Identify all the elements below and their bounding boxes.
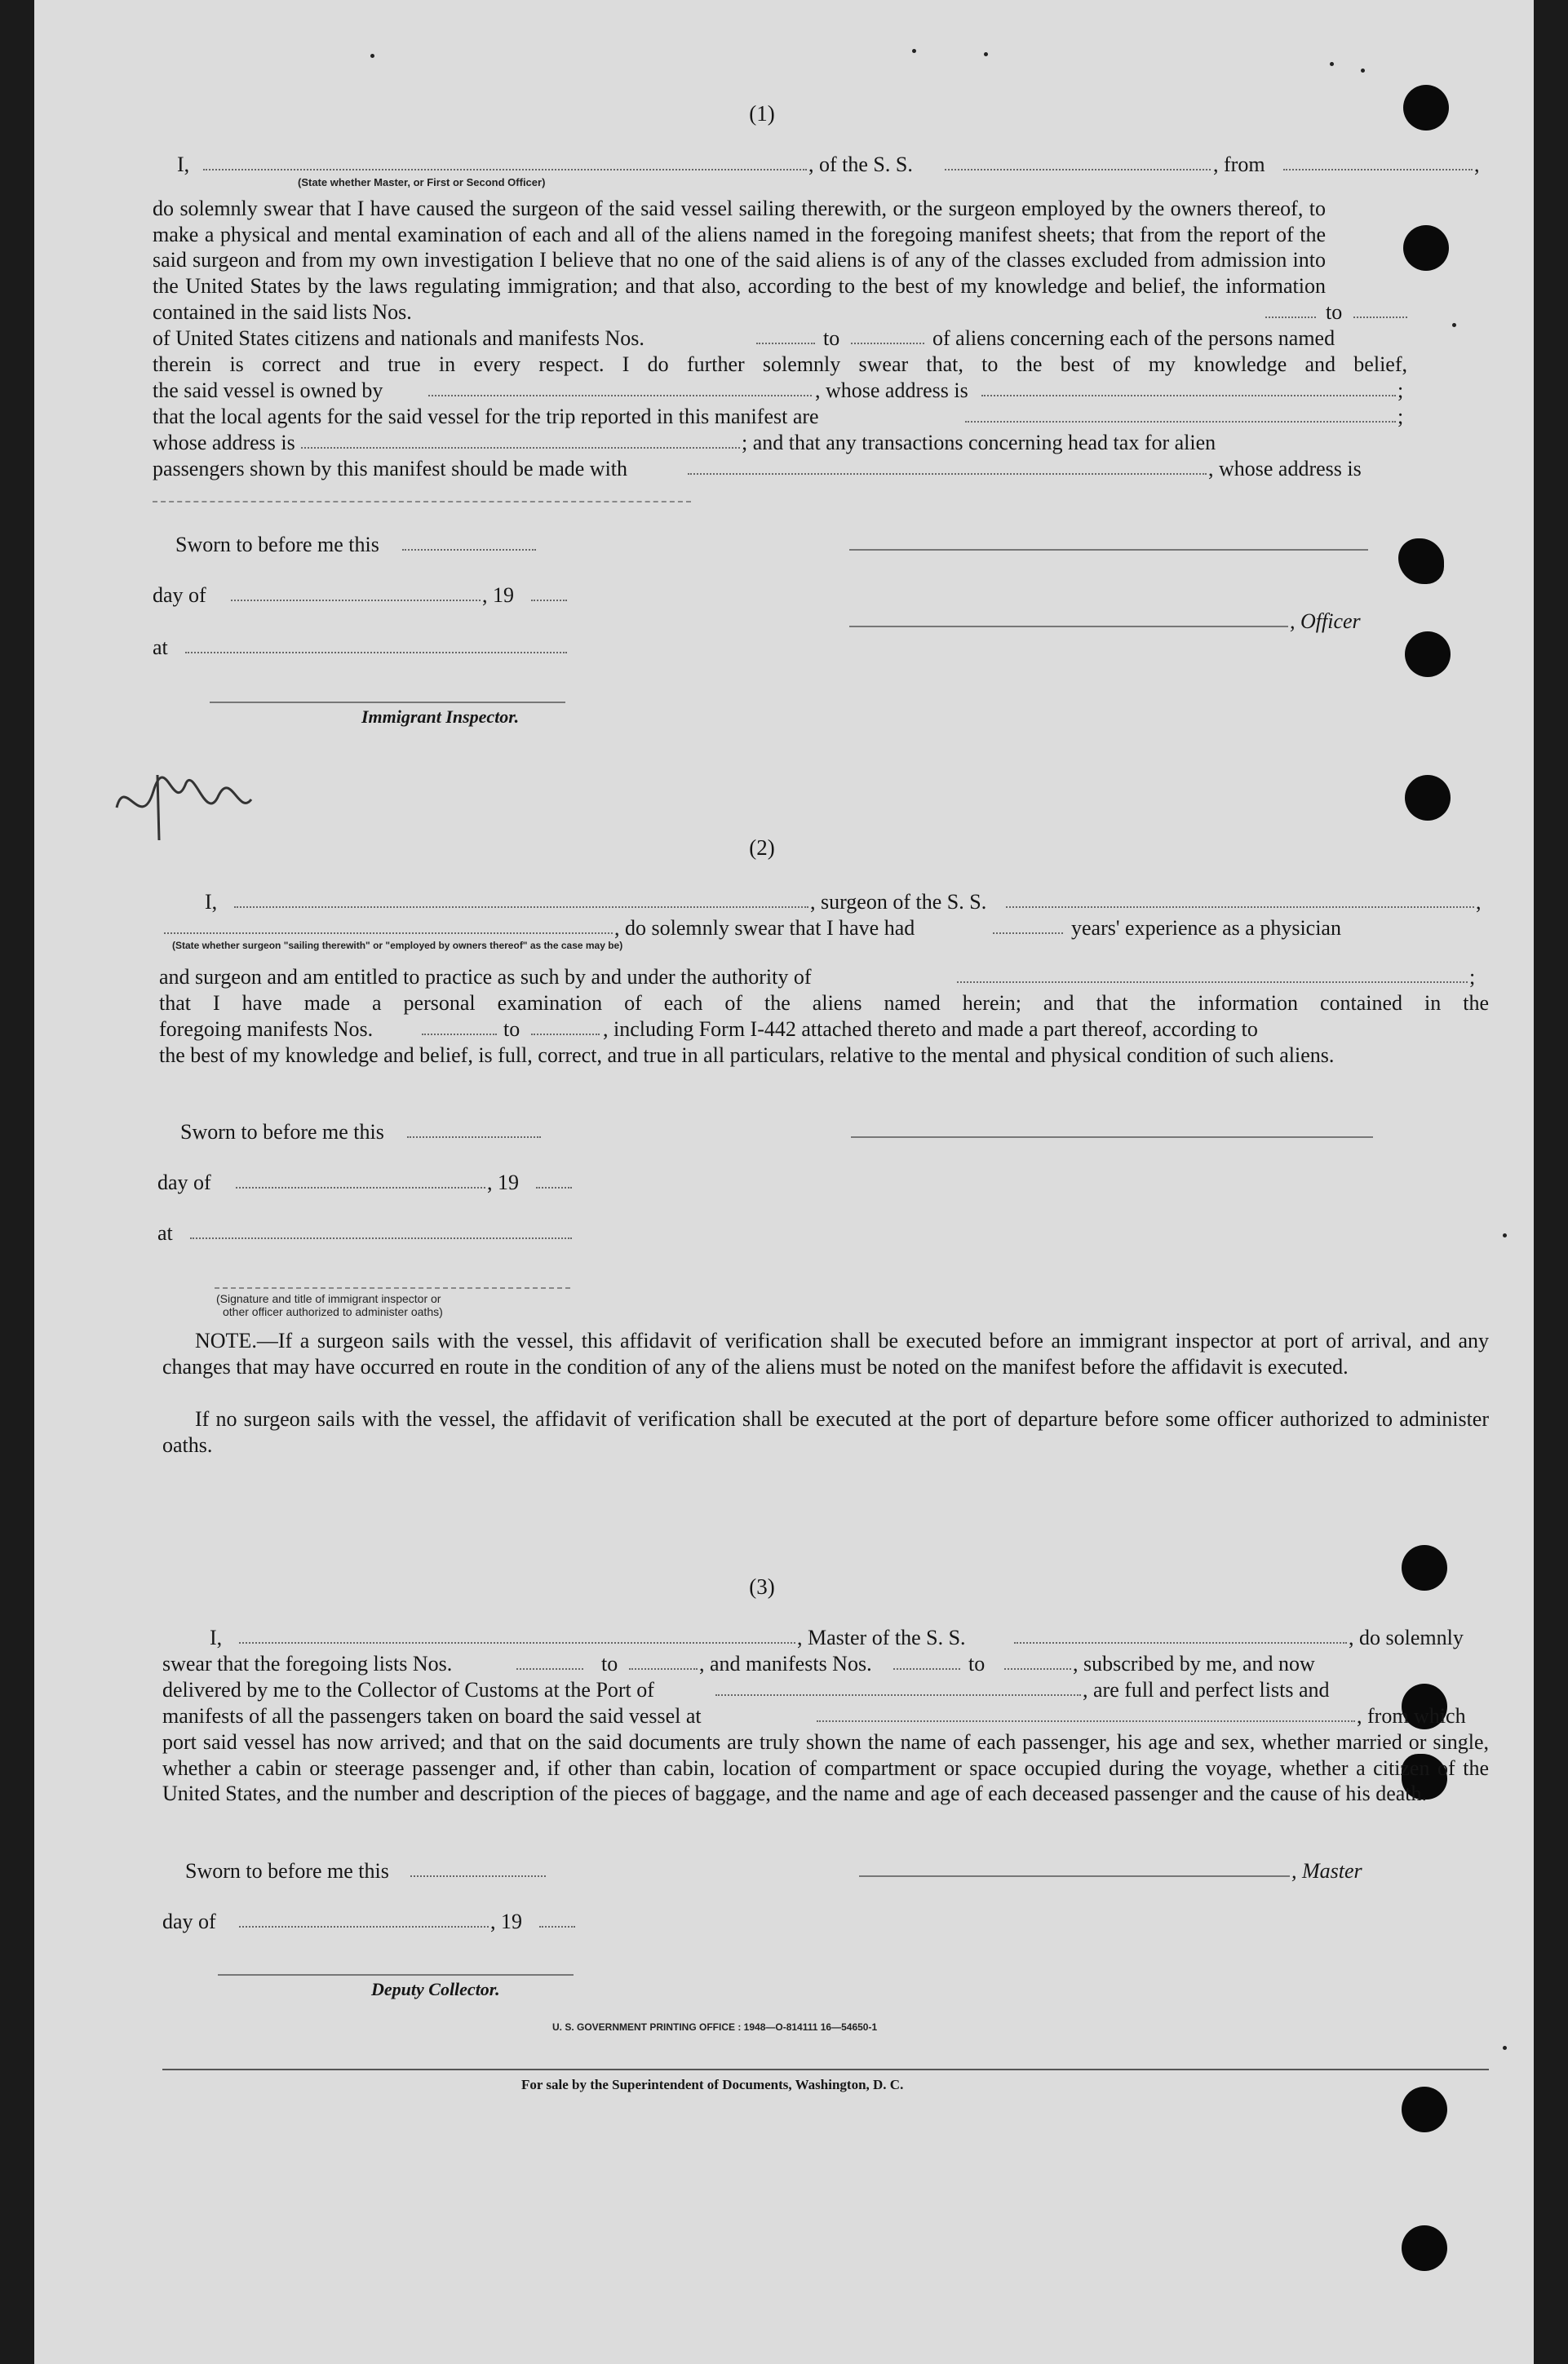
s1-signature-line[interactable] [849,549,1368,551]
s1-rank-field[interactable] [203,169,807,170]
s3-line-1 [117,1625,1464,1651]
s3-day-of-text: day of [162,1910,216,1933]
punch-hole [1403,225,1449,271]
ink-speck [1503,2046,1507,2050]
s3-day-line [117,1909,1407,1935]
s3-manifests-from-field[interactable] [893,1668,960,1670]
s1-owned-by-text: the said vessel is owned by [153,379,383,402]
s3-delivered-text: delivered by me to the Collector of Customs at the Port of [162,1678,654,1702]
s1-of-ss-label: , of the S. S. [808,153,913,176]
s2-line-1 [117,889,1482,915]
s1-whose-address-text: , whose address is [815,379,968,402]
ink-speck [984,52,988,56]
s1-owner-address-field[interactable] [981,395,1396,396]
s2-at-line [117,1220,1407,1246]
s3-manifests-to-field[interactable] [1004,1668,1071,1670]
punch-hole [1402,2225,1447,2271]
s3-manifests-all-text: manifests of all the passengers taken on board the said vessel at [162,1704,702,1728]
s2-vessel-field[interactable] [1006,906,1474,908]
s3-paragraph: port said vessel has now arrived; and that on the said documents are truly shown the name of each passenger, his age and sex, whether married or single, whether a cabin or steerage passenger and, if other than cabin, location of compartment or space occupied during the voyage, whether a citizen of the United States, and the number and description of the pieces of baggage, and the name and age of each deceased passenger and the cause of his death. [162,1730,1489,1806]
s3-line-4 [117,1703,1466,1729]
s2-paragraph-a: that I have made a personal examination of each of the aliens named herein; and that the information contained in the [159,991,1489,1015]
ink-speck [912,49,916,53]
for-sale-line: For sale by the Superintendent of Documents, Washington, D. C. [521,2077,904,2092]
s2-note-1: NOTE.—If a surgeon sails with the vessel, this affidavit of verification shall be executed before an immigrant inspector at port of arrival, and any changes that may have occurred en route in the condition of any of the aliens must be noted on the manifest before the affidavit is executed. [162,1329,1489,1379]
s2-sig-caption-2: other officer authorized to administer oaths) [223,1305,443,1318]
s2-authority-field[interactable] [957,981,1468,983]
s2-at-text: at [157,1221,173,1245]
ink-speck [1503,1233,1507,1237]
s3-full-text: , are full and perfect lists and [1083,1678,1330,1702]
s3-master-label: , Master [1291,1859,1362,1883]
s2-surgeon-name-field[interactable] [234,906,808,908]
s2-form-text: , including Form I-442 attached thereto and made a part thereof, according to [603,1017,1258,1041]
s1-at-field[interactable] [185,652,567,653]
printing-office-line: U. S. GOVERNMENT PRINTING OFFICE : 1948—O-814111 16—54650-1 [552,2021,878,2033]
punch-hole [1405,775,1451,821]
s3-sworn-day-field[interactable] [410,1875,546,1877]
s1-officer-line [117,609,1407,635]
s1-agents-line [117,404,1407,430]
ink-speck [1330,62,1334,66]
punch-hole [1403,85,1449,131]
s1-whose-address-2: whose address is [153,431,295,454]
s1-i: I, [177,153,190,176]
s3-master-of-text: , Master of the S. S. [797,1626,966,1649]
s1-day-of-text: day of [153,583,206,607]
s1-local-agents-text: that the local agents for the said vessel for the trip reported in this manifest are [153,405,819,428]
s3-master-name-field[interactable] [239,1642,795,1644]
s3-deputy-label: Deputy Collector. [371,1979,500,1999]
section-1-number: (1) [749,101,775,126]
ink-speck [370,54,374,58]
s2-years-text: years' experience as a physician [1071,916,1341,940]
s3-year-prefix: , 19 [490,1910,522,1933]
s3-collector-signature-line[interactable] [218,1974,574,1976]
s1-at-text: at [153,635,168,659]
s1-line1-comma: , [1474,153,1480,176]
s1-lists-from-field[interactable] [1265,317,1316,318]
s3-sworn-line [117,1858,1407,1884]
form-page [34,0,1534,2364]
s1-passengers-text: passengers shown by this manifest should be made with [153,457,628,480]
section-3-number: (3) [749,1574,775,1599]
s1-us-citizens-text: of United States citizens and nationals and manifests Nos. [153,326,644,350]
s2-manifests-line [117,1016,1407,1043]
s1-head-tax-address-field[interactable] [153,501,691,502]
s3-lists-to-field[interactable] [629,1668,698,1670]
s1-year-prefix: , 19 [482,583,514,607]
s1-whose-address-3: , whose address is [1208,457,1362,480]
s3-subscribed-text: , subscribed by me, and now [1073,1652,1315,1676]
s2-surgeon-of-text: , surgeon of the S. S. [810,890,987,914]
s2-manifests-text: foregoing manifests Nos. [159,1017,374,1041]
s1-to-2: to [823,326,840,350]
s3-port-field[interactable] [715,1694,1081,1696]
s3-sworn-text: Sworn to before me this [185,1859,389,1883]
s1-lists-to-field[interactable] [1353,317,1407,318]
s2-solemnly-text: , do solemnly swear that I have had [614,916,915,940]
s1-inspector-signature-line[interactable] [210,702,565,703]
s2-day-line [117,1170,1407,1196]
s2-sworn-day-field[interactable] [407,1136,541,1138]
s1-manifest-from-field[interactable] [756,343,815,344]
s1-from-label: , from [1213,153,1265,176]
s1-officer-signature-line[interactable] [849,626,1288,627]
s1-agents-field[interactable] [965,421,1396,423]
s1-address2-line [117,430,1407,456]
section-2-number: (2) [749,835,775,860]
s3-to-1: to [601,1652,618,1676]
s1-rank-caption: (State whether Master, or First or Second Officer) [298,176,546,188]
s1-to-1: to [1326,300,1343,324]
s2-authority-text: and surgeon and am entitled to practice as such by and under the authority of [159,965,812,989]
s1-officer-label: , Officer [1290,609,1361,633]
ink-speck [1452,323,1456,327]
s1-semicolon-2: ; [1397,405,1404,428]
s1-at-line [117,635,1407,661]
s1-line-1 [117,152,1480,178]
s1-concerning-text: of aliens concerning each of the persons named [932,326,1335,350]
s2-authority-line [117,964,1476,990]
s1-passengers-line [117,456,1407,482]
s1-head-tax-agent-field[interactable] [688,473,1207,475]
s2-year-field[interactable] [536,1187,572,1189]
s2-sworn-text: Sworn to before me this [180,1120,384,1144]
s2-semicolon: ; [1469,965,1476,989]
s3-to-2: to [968,1652,986,1676]
ink-speck [1361,69,1365,73]
s1-paragraph: do solemnly swear that I have caused the surgeon of the said vessel sailing therewith, or the surgeon employed by the owners thereof, to make a physical and mental examination of each and all of the aliens named in the foregoing manifest sheets; that from the report of the said surgeon and from my own investigation I believe that no one of the said aliens is of any of the classes excluded from admission into the United States by the laws regulating immigration; and that also, according to the best of my knowledge and belief, the information contained in the said lists Nos. [153,197,1326,324]
s1-owner-field[interactable] [428,395,812,396]
s3-month-field[interactable] [239,1926,489,1928]
s1-sworn-line [117,532,1407,558]
s1-head-tax-text: ; and that any transactions concerning head tax for alien [742,431,1216,454]
s1-owned-line [117,378,1407,404]
s2-capacity-field[interactable] [164,932,613,934]
s2-day-of-text: day of [157,1171,211,1194]
s1-therein-line: therein is correct and true in every respect. I do further solemnly swear that, to the best of my knowledge and belief, [153,352,1407,376]
s2-i: I, [205,890,218,914]
s1-sworn-day-field[interactable] [402,549,536,551]
s1-day-line [117,582,1407,609]
s2-inspector-signature-line[interactable] [215,1287,570,1289]
s2-years-field[interactable] [993,932,1063,934]
s3-boarding-port-field[interactable] [817,1720,1355,1722]
s2-paragraph-b: the best of my knowledge and belief, is full, correct, and true in all particulars, relative to the mental and physical condition of such aliens. [159,1043,1335,1067]
s1-vessel-field[interactable] [945,169,1211,170]
s1-sworn-text: Sworn to before me this [175,533,379,556]
s2-sworn-line [117,1119,1407,1145]
s1-manifest-to-field[interactable] [851,343,924,344]
s2-manifests-from-field[interactable] [422,1034,497,1035]
s2-manifests-to-field[interactable] [531,1034,600,1035]
punch-hole [1402,2087,1447,2132]
s1-from-field[interactable] [1283,169,1473,170]
s3-swear-text: swear that the foregoing lists Nos. [162,1652,453,1676]
s1-lists-line [117,299,1407,325]
s1-inspector-label: Immigrant Inspector. [361,706,520,727]
s2-at-field[interactable] [190,1237,572,1239]
punch-hole [1405,631,1451,677]
s3-i: I, [210,1626,223,1649]
s2-month-field[interactable] [236,1187,485,1189]
s2-signature-line[interactable] [851,1136,1373,1138]
s3-and-manifests-text: , and manifests Nos. [699,1652,872,1676]
s3-from-which-text: , from which [1357,1704,1466,1728]
s3-lists-from-field[interactable] [516,1668,583,1670]
s1-manifest-line [117,325,1407,352]
s1-semicolon-1: ; [1397,379,1404,402]
s3-vessel-field[interactable] [1014,1642,1347,1644]
s1-year-field[interactable] [531,600,567,601]
s2-to: to [503,1017,520,1041]
s2-capacity-caption: (State whether surgeon "sailing therewith" or "employed by owners thereof" as the case may be) [172,940,623,951]
s2-note-2: If no surgeon sails with the vessel, the affidavit of verification shall be executed at the port of departure before some officer authorized to administer oaths. [162,1407,1489,1457]
s1-agents-address-field[interactable] [301,447,740,449]
s3-master-signature-line[interactable] [859,1875,1290,1877]
s3-line-2 [117,1651,1407,1677]
punch-hole [1402,1545,1447,1591]
footer-rule [162,2069,1489,2070]
s2-sig-caption-1: (Signature and title of immigrant inspector or [216,1292,441,1305]
s1-month-field[interactable] [231,600,481,601]
s3-do-solemnly-text: , do solemnly [1349,1626,1464,1649]
s2-year-prefix: , 19 [487,1171,519,1194]
s2-line-2 [117,915,1407,941]
s2-comma: , [1476,890,1482,914]
s3-year-field[interactable] [539,1926,575,1928]
s3-line-3 [117,1677,1407,1703]
